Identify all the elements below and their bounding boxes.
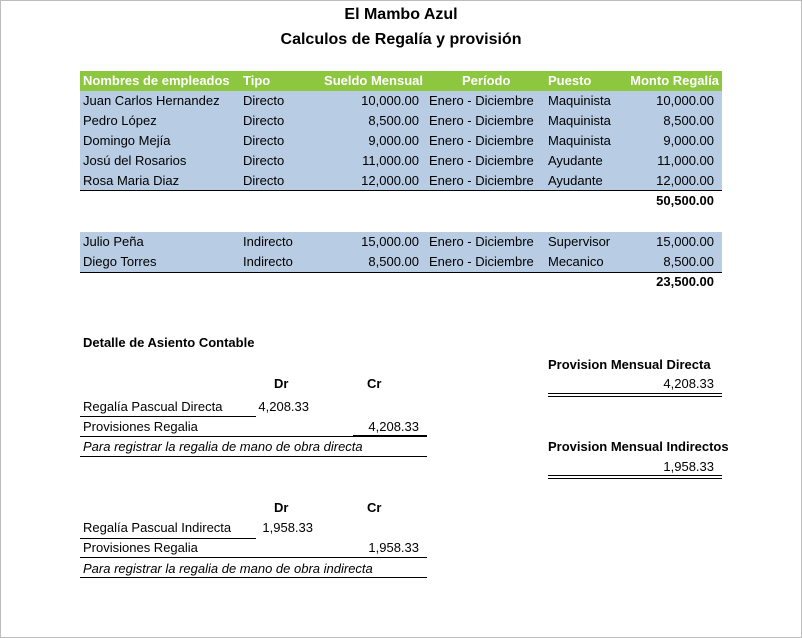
entry2-line2-label[interactable]: Provisiones Regalia (83, 540, 198, 555)
group2-cell-monto[interactable]: 15,000.00 (656, 234, 714, 249)
group2-cell-name[interactable]: Diego Torres (83, 254, 157, 269)
group1-cell-name[interactable]: Domingo Mejía (83, 133, 171, 148)
entry2-line1-border (80, 538, 256, 539)
entry2-line2-cr[interactable]: 1,958.33 (368, 540, 419, 555)
provision-directa-border (548, 393, 722, 394)
group2-cell-sueldo[interactable]: 15,000.00 (361, 234, 419, 249)
entry2-cr-header: Cr (367, 500, 382, 515)
group1-cell-monto[interactable]: 10,000.00 (656, 93, 714, 108)
provision-indirectos-border2 (548, 478, 722, 479)
group1-cell-sueldo[interactable]: 10,000.00 (361, 93, 419, 108)
group1-cell-periodo[interactable]: Enero - Diciembre (429, 93, 534, 108)
group1-cell-tipo[interactable]: Directo (243, 113, 285, 128)
group1-cell-puesto[interactable]: Maquinista (548, 113, 611, 128)
group1-cell-monto[interactable]: 12,000.00 (656, 173, 714, 188)
entry1-line1-label[interactable]: Regalía Pascual Directa (83, 399, 223, 414)
group1-cell-name[interactable]: Juan Carlos Hernandez (83, 93, 220, 108)
entry1-line1-dr[interactable]: 4,208.33 (258, 399, 309, 414)
col-header-puesto[interactable]: Puesto (548, 73, 592, 88)
group1-cell-puesto[interactable]: Maquinista (548, 133, 611, 148)
entry1-line1-border (80, 416, 256, 417)
col-header-nombres[interactable]: Nombres de empleados (83, 73, 230, 88)
provision-directa-label: Provision Mensual Directa (548, 357, 711, 372)
group2-cell-tipo[interactable]: Indirecto (243, 254, 293, 269)
group2-cell-tipo[interactable]: Indirecto (243, 234, 293, 249)
entry1-line2-cr[interactable]: 4,208.33 (368, 419, 419, 434)
entry2-note: Para registrar la regalia de mano de obra indirecta (83, 561, 373, 576)
entry1-line2-border (80, 436, 427, 437)
group2-total[interactable]: 23,500.00 (656, 274, 714, 289)
entry2-line1-label[interactable]: Regalía Pascual Indirecta (83, 520, 232, 535)
group2-cell-puesto[interactable]: Supervisor (548, 234, 611, 249)
group1-cell-tipo[interactable]: Directo (243, 93, 285, 108)
group2-cell-periodo[interactable]: Enero - Diciembre (429, 254, 534, 269)
col-header-tipo[interactable]: Tipo (243, 73, 271, 88)
group2-cell-puesto[interactable]: Mecanico (548, 254, 604, 269)
col-header-periodo[interactable]: Período (462, 73, 511, 88)
entry2-dr-header: Dr (274, 500, 289, 515)
provision-indirectos-label: Provision Mensual Indirectos (548, 439, 729, 454)
provision-directa-border2 (548, 396, 722, 397)
group1-cell-sueldo[interactable]: 8,500.00 (368, 113, 419, 128)
group1-cell-sueldo[interactable]: 9,000.00 (368, 133, 419, 148)
entry1-note: Para registrar la regalia de mano de obra directa (83, 439, 363, 454)
col-header-monto[interactable]: Monto Regalía (630, 73, 719, 88)
table-header (80, 71, 722, 91)
group2-cell-monto[interactable]: 8,500.00 (663, 254, 714, 269)
report-subtitle: Calculos de Regalía y provisión (280, 31, 522, 48)
group1-cell-periodo[interactable]: Enero - Diciembre (429, 113, 534, 128)
group1-cell-puesto[interactable]: Ayudante (548, 173, 603, 188)
provision-indirectos-value[interactable]: 1,958.33 (663, 459, 714, 474)
group1-cell-tipo[interactable]: Directo (243, 133, 285, 148)
group1-cell-periodo[interactable]: Enero - Diciembre (429, 173, 534, 188)
group1-cell-monto[interactable]: 8,500.00 (663, 113, 714, 128)
group1-cell-monto[interactable]: 9,000.00 (663, 133, 714, 148)
entry1-note-border (80, 456, 427, 457)
group1-cell-puesto[interactable]: Maquinista (548, 93, 611, 108)
group2-cell-sueldo[interactable]: 8,500.00 (368, 254, 419, 269)
entry1-line2-label[interactable]: Provisiones Regalia (83, 419, 198, 434)
group2-cell-periodo[interactable]: Enero - Diciembre (429, 234, 534, 249)
entry2-line2-border (80, 557, 427, 558)
group2-cell-name[interactable]: Julio Peña (83, 234, 144, 249)
group1-cell-periodo[interactable]: Enero - Diciembre (429, 133, 534, 148)
group1-cell-tipo[interactable]: Directo (243, 153, 285, 168)
group1-bottom-border (80, 190, 722, 191)
group1-cell-name[interactable]: Rosa Maria Diaz (83, 173, 180, 188)
entry1-cr-header: Cr (367, 376, 382, 391)
report-title: El Mambo Azul (344, 6, 458, 23)
group1-cell-sueldo[interactable]: 11,000.00 (362, 153, 419, 168)
group1-cell-tipo[interactable]: Directo (243, 173, 285, 188)
group1-cell-puesto[interactable]: Ayudante (548, 153, 603, 168)
group1-total[interactable]: 50,500.00 (656, 193, 714, 208)
group1-cell-sueldo[interactable]: 12,000.00 (361, 173, 419, 188)
provision-indirectos-border (548, 475, 722, 476)
provision-directa-value[interactable]: 4,208.33 (663, 376, 714, 391)
col-header-sueldo[interactable]: Sueldo Mensual (324, 73, 423, 88)
group1-cell-name[interactable]: Pedro López (83, 113, 157, 128)
entry2-note-border (80, 577, 427, 578)
group1-cell-name[interactable]: Josú del Rosarios (83, 153, 187, 168)
entry1-dr-header: Dr (274, 376, 289, 391)
group2-bottom-border (80, 272, 722, 273)
detalle-title: Detalle de Asiento Contable (83, 335, 255, 350)
group1-cell-periodo[interactable]: Enero - Diciembre (429, 153, 534, 168)
group1-cell-monto[interactable]: 11,000.00 (657, 153, 714, 168)
entry2-line1-dr[interactable]: 1,958.33 (262, 520, 313, 535)
